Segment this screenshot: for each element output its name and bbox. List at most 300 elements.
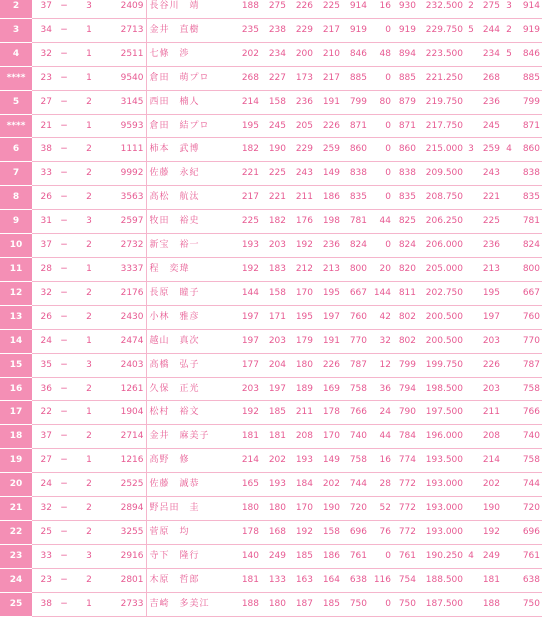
high-game-cell: 236 bbox=[477, 234, 502, 258]
table-row bbox=[0, 329, 542, 353]
tier-cell: 1 bbox=[74, 257, 104, 281]
player-id-cell: 9992 bbox=[104, 162, 146, 186]
col-b3-cell: 3 bbox=[502, 0, 516, 18]
rank-cell: 6 bbox=[0, 138, 32, 162]
age-cell: 21 bbox=[32, 114, 54, 138]
col-b3-cell bbox=[502, 544, 516, 568]
game1-score-cell: 165 bbox=[234, 473, 261, 497]
game4-score-cell: 149 bbox=[315, 449, 342, 473]
total-score-cell: 835 bbox=[393, 186, 418, 210]
scratch-total-cell: 758 bbox=[342, 449, 369, 473]
last-cell: 800 bbox=[516, 257, 542, 281]
mark-cell: − bbox=[54, 473, 74, 497]
game1-score-cell: 144 bbox=[234, 281, 261, 305]
handicap-cell: 32 bbox=[369, 329, 393, 353]
last-cell: 761 bbox=[516, 544, 542, 568]
game4-score-cell: 149 bbox=[315, 162, 342, 186]
handicap-cell: 116 bbox=[369, 568, 393, 592]
player-name-cell: 寺下 隆行 bbox=[146, 544, 234, 568]
high-game-cell: 244 bbox=[477, 18, 502, 42]
game3-score-cell: 187 bbox=[288, 592, 315, 616]
player-id-cell: 2714 bbox=[104, 425, 146, 449]
high-game-cell: 190 bbox=[477, 497, 502, 521]
game1-score-cell: 192 bbox=[234, 401, 261, 425]
average-cell: 223.500 bbox=[418, 42, 465, 66]
player-id-cell: 1904 bbox=[104, 401, 146, 425]
col-b3-cell bbox=[502, 401, 516, 425]
age-cell: 28 bbox=[32, 257, 54, 281]
col-b3-cell bbox=[502, 568, 516, 592]
rank-cell: **** bbox=[0, 66, 32, 90]
mark-cell: − bbox=[54, 0, 74, 18]
col-b1-cell bbox=[465, 425, 477, 449]
col-b3-cell bbox=[502, 329, 516, 353]
col-b1-cell bbox=[465, 520, 477, 544]
age-cell: 38 bbox=[32, 592, 54, 616]
high-game-cell: 225 bbox=[477, 210, 502, 234]
total-score-cell: 772 bbox=[393, 473, 418, 497]
age-cell: 37 bbox=[32, 0, 54, 18]
table-row bbox=[0, 449, 542, 473]
age-cell: 32 bbox=[32, 42, 54, 66]
player-name-cell: 久保 正光 bbox=[146, 377, 234, 401]
game1-score-cell: 217 bbox=[234, 186, 261, 210]
average-cell: 217.750 bbox=[418, 114, 465, 138]
col-b1-cell bbox=[465, 473, 477, 497]
rank-cell: 25 bbox=[0, 592, 32, 616]
col-b3-cell: 5 bbox=[502, 42, 516, 66]
scratch-total-cell: 667 bbox=[342, 281, 369, 305]
col-b3-cell: 4 bbox=[502, 138, 516, 162]
tier-cell: 2 bbox=[74, 425, 104, 449]
game1-score-cell: 214 bbox=[234, 449, 261, 473]
average-cell: 209.500 bbox=[418, 162, 465, 186]
col-b1-cell bbox=[465, 329, 477, 353]
last-cell: 740 bbox=[516, 425, 542, 449]
table-row bbox=[0, 377, 542, 401]
total-score-cell: 871 bbox=[393, 114, 418, 138]
game2-score-cell: 202 bbox=[261, 449, 288, 473]
tier-cell: 1 bbox=[74, 42, 104, 66]
player-id-cell: 2801 bbox=[104, 568, 146, 592]
high-game-cell: 203 bbox=[477, 329, 502, 353]
mark-cell: − bbox=[54, 329, 74, 353]
mark-cell: − bbox=[54, 592, 74, 616]
mark-cell: − bbox=[54, 377, 74, 401]
player-id-cell: 2713 bbox=[104, 18, 146, 42]
total-score-cell: 784 bbox=[393, 425, 418, 449]
high-game-cell: 221 bbox=[477, 186, 502, 210]
col-b3-cell bbox=[502, 257, 516, 281]
rank-cell: 20 bbox=[0, 473, 32, 497]
total-score-cell: 885 bbox=[393, 66, 418, 90]
tier-cell: 2 bbox=[74, 377, 104, 401]
game4-score-cell: 217 bbox=[315, 66, 342, 90]
table-row bbox=[0, 186, 542, 210]
game2-score-cell: 190 bbox=[261, 138, 288, 162]
tier-cell: 2 bbox=[74, 497, 104, 521]
game4-score-cell: 198 bbox=[315, 210, 342, 234]
game2-score-cell: 133 bbox=[261, 568, 288, 592]
average-cell: 232.500 bbox=[418, 0, 465, 18]
mark-cell: − bbox=[54, 210, 74, 234]
last-cell: 860 bbox=[516, 138, 542, 162]
tier-cell: 1 bbox=[74, 18, 104, 42]
game2-score-cell: 227 bbox=[261, 66, 288, 90]
high-game-cell: 243 bbox=[477, 162, 502, 186]
game3-score-cell: 184 bbox=[288, 473, 315, 497]
age-cell: 35 bbox=[32, 353, 54, 377]
game1-score-cell: 181 bbox=[234, 425, 261, 449]
player-name-cell: 佐藤 誠恭 bbox=[146, 473, 234, 497]
game3-score-cell: 170 bbox=[288, 281, 315, 305]
game1-score-cell: 202 bbox=[234, 42, 261, 66]
game4-score-cell: 226 bbox=[315, 353, 342, 377]
game2-score-cell: 238 bbox=[261, 18, 288, 42]
scratch-total-cell: 750 bbox=[342, 592, 369, 616]
average-cell: 208.750 bbox=[418, 186, 465, 210]
col-b1-cell bbox=[465, 377, 477, 401]
player-id-cell: 1261 bbox=[104, 377, 146, 401]
high-game-cell: 202 bbox=[477, 473, 502, 497]
game2-score-cell: 181 bbox=[261, 425, 288, 449]
game3-score-cell: 189 bbox=[288, 377, 315, 401]
player-name-cell: 牧田 裕史 bbox=[146, 210, 234, 234]
col-b1-cell bbox=[465, 401, 477, 425]
col-b3-cell bbox=[502, 234, 516, 258]
high-game-cell: 214 bbox=[477, 449, 502, 473]
col-b1-cell bbox=[465, 353, 477, 377]
average-cell: 193.000 bbox=[418, 497, 465, 521]
table-row bbox=[0, 90, 542, 114]
average-cell: 198.500 bbox=[418, 377, 465, 401]
game3-score-cell: 195 bbox=[288, 305, 315, 329]
mark-cell: − bbox=[54, 66, 74, 90]
game4-score-cell: 158 bbox=[315, 520, 342, 544]
col-b3-cell bbox=[502, 497, 516, 521]
handicap-cell: 0 bbox=[369, 162, 393, 186]
table-row bbox=[0, 281, 542, 305]
handicap-cell: 0 bbox=[369, 114, 393, 138]
scratch-total-cell: 638 bbox=[342, 568, 369, 592]
player-id-cell: 1111 bbox=[104, 138, 146, 162]
scratch-total-cell: 758 bbox=[342, 377, 369, 401]
handicap-cell: 0 bbox=[369, 18, 393, 42]
player-id-cell: 9593 bbox=[104, 114, 146, 138]
tier-cell: 1 bbox=[74, 329, 104, 353]
col-b3-cell bbox=[502, 162, 516, 186]
mark-cell: − bbox=[54, 305, 74, 329]
age-cell: 37 bbox=[32, 425, 54, 449]
average-cell: 190.250 bbox=[418, 544, 465, 568]
scratch-total-cell: 838 bbox=[342, 162, 369, 186]
mark-cell: − bbox=[54, 425, 74, 449]
rank-cell: 2 bbox=[0, 0, 32, 18]
total-score-cell: 802 bbox=[393, 305, 418, 329]
scratch-total-cell: 846 bbox=[342, 42, 369, 66]
player-id-cell: 3337 bbox=[104, 257, 146, 281]
tier-cell: 2 bbox=[74, 568, 104, 592]
tier-cell: 2 bbox=[74, 520, 104, 544]
game3-score-cell: 211 bbox=[288, 186, 315, 210]
tier-cell: 1 bbox=[74, 449, 104, 473]
average-cell: 187.500 bbox=[418, 592, 465, 616]
col-b3-cell bbox=[502, 520, 516, 544]
rank-cell: 19 bbox=[0, 449, 32, 473]
game2-score-cell: 168 bbox=[261, 520, 288, 544]
handicap-cell: 0 bbox=[369, 544, 393, 568]
game2-score-cell: 158 bbox=[261, 90, 288, 114]
mark-cell: − bbox=[54, 568, 74, 592]
table-row bbox=[0, 0, 542, 18]
player-id-cell: 3563 bbox=[104, 186, 146, 210]
last-cell: 885 bbox=[516, 66, 542, 90]
high-game-cell: 192 bbox=[477, 520, 502, 544]
table-row bbox=[0, 42, 542, 66]
col-b1-cell bbox=[465, 497, 477, 521]
game4-score-cell: 185 bbox=[315, 592, 342, 616]
game1-score-cell: 178 bbox=[234, 520, 261, 544]
total-score-cell: 799 bbox=[393, 353, 418, 377]
table-row bbox=[0, 234, 542, 258]
player-id-cell: 2733 bbox=[104, 592, 146, 616]
high-game-cell: 181 bbox=[477, 568, 502, 592]
col-b1-cell bbox=[465, 592, 477, 616]
player-name-cell: 長谷川 靖 bbox=[146, 0, 234, 18]
handicap-cell: 24 bbox=[369, 401, 393, 425]
mark-cell: − bbox=[54, 186, 74, 210]
last-cell: 846 bbox=[516, 42, 542, 66]
high-game-cell: 195 bbox=[477, 281, 502, 305]
game2-score-cell: 182 bbox=[261, 210, 288, 234]
rank-cell: 23 bbox=[0, 544, 32, 568]
game3-score-cell: 212 bbox=[288, 257, 315, 281]
age-cell: 24 bbox=[32, 473, 54, 497]
high-game-cell: 226 bbox=[477, 353, 502, 377]
col-b3-cell bbox=[502, 305, 516, 329]
handicap-cell: 80 bbox=[369, 90, 393, 114]
game3-score-cell: 200 bbox=[288, 42, 315, 66]
mark-cell: − bbox=[54, 401, 74, 425]
col-b1-cell bbox=[465, 162, 477, 186]
table-row bbox=[0, 305, 542, 329]
total-score-cell: 860 bbox=[393, 138, 418, 162]
age-cell: 26 bbox=[32, 305, 54, 329]
player-id-cell: 2403 bbox=[104, 353, 146, 377]
tier-cell: 3 bbox=[74, 544, 104, 568]
mark-cell: − bbox=[54, 520, 74, 544]
game2-score-cell: 180 bbox=[261, 497, 288, 521]
game4-score-cell: 186 bbox=[315, 186, 342, 210]
col-b1-cell bbox=[465, 90, 477, 114]
last-cell: 638 bbox=[516, 568, 542, 592]
col-b1-cell bbox=[465, 66, 477, 90]
col-b3-cell bbox=[502, 90, 516, 114]
player-name-cell: 小林 雅彦 bbox=[146, 305, 234, 329]
scratch-total-cell: 766 bbox=[342, 401, 369, 425]
age-cell: 22 bbox=[32, 401, 54, 425]
total-score-cell: 824 bbox=[393, 234, 418, 258]
mark-cell: − bbox=[54, 18, 74, 42]
col-b3-cell bbox=[502, 353, 516, 377]
col-b3-cell bbox=[502, 425, 516, 449]
age-cell: 31 bbox=[32, 210, 54, 234]
age-cell: 32 bbox=[32, 281, 54, 305]
game4-score-cell: 217 bbox=[315, 18, 342, 42]
handicap-cell: 0 bbox=[369, 234, 393, 258]
game2-score-cell: 249 bbox=[261, 544, 288, 568]
player-name-cell: 倉田 萌プロ bbox=[146, 66, 234, 90]
game4-score-cell: 202 bbox=[315, 473, 342, 497]
handicap-cell: 0 bbox=[369, 138, 393, 162]
age-cell: 37 bbox=[32, 234, 54, 258]
tier-cell: 3 bbox=[74, 210, 104, 234]
average-cell: 202.750 bbox=[418, 281, 465, 305]
col-b1-cell bbox=[465, 281, 477, 305]
col-b3-cell bbox=[502, 473, 516, 497]
last-cell: 799 bbox=[516, 90, 542, 114]
last-cell: 787 bbox=[516, 353, 542, 377]
rank-cell: 22 bbox=[0, 520, 32, 544]
game2-score-cell: 275 bbox=[261, 0, 288, 18]
table-row bbox=[0, 520, 542, 544]
total-score-cell: 754 bbox=[393, 568, 418, 592]
scratch-total-cell: 740 bbox=[342, 425, 369, 449]
total-score-cell: 825 bbox=[393, 210, 418, 234]
mark-cell: − bbox=[54, 257, 74, 281]
col-b3-cell: 2 bbox=[502, 18, 516, 42]
game3-score-cell: 180 bbox=[288, 353, 315, 377]
player-id-cell: 2597 bbox=[104, 210, 146, 234]
game2-score-cell: 180 bbox=[261, 592, 288, 616]
mark-cell: − bbox=[54, 449, 74, 473]
rank-cell: 18 bbox=[0, 425, 32, 449]
player-name-cell: 松村 裕文 bbox=[146, 401, 234, 425]
average-cell: 193.000 bbox=[418, 473, 465, 497]
total-score-cell: 838 bbox=[393, 162, 418, 186]
table-row bbox=[0, 473, 542, 497]
col-b1-cell bbox=[465, 305, 477, 329]
table-row bbox=[0, 592, 542, 616]
game3-score-cell: 170 bbox=[288, 497, 315, 521]
game4-score-cell: 236 bbox=[315, 234, 342, 258]
last-cell: 667 bbox=[516, 281, 542, 305]
high-game-cell: 268 bbox=[477, 66, 502, 90]
handicap-cell: 0 bbox=[369, 66, 393, 90]
last-cell: 766 bbox=[516, 401, 542, 425]
game3-score-cell: 192 bbox=[288, 520, 315, 544]
col-b1-cell: 2 bbox=[465, 0, 477, 18]
mark-cell: − bbox=[54, 281, 74, 305]
game3-score-cell: 208 bbox=[288, 425, 315, 449]
game4-score-cell: 178 bbox=[315, 401, 342, 425]
player-name-cell: 木原 哲郎 bbox=[146, 568, 234, 592]
average-cell: 188.500 bbox=[418, 568, 465, 592]
scratch-total-cell: 744 bbox=[342, 473, 369, 497]
player-name-cell: 野呂田 圭 bbox=[146, 497, 234, 521]
total-score-cell: 774 bbox=[393, 449, 418, 473]
table-row bbox=[0, 353, 542, 377]
game1-score-cell: 188 bbox=[234, 592, 261, 616]
rank-cell: 12 bbox=[0, 281, 32, 305]
game1-score-cell: 225 bbox=[234, 210, 261, 234]
game3-score-cell: 226 bbox=[288, 0, 315, 18]
rank-cell: 5 bbox=[0, 90, 32, 114]
player-name-cell: 柿本 武博 bbox=[146, 138, 234, 162]
age-cell: 25 bbox=[32, 520, 54, 544]
player-name-cell: 佐藤 永紀 bbox=[146, 162, 234, 186]
mark-cell: − bbox=[54, 353, 74, 377]
game3-score-cell: 211 bbox=[288, 401, 315, 425]
last-cell: 835 bbox=[516, 186, 542, 210]
rank-cell: 11 bbox=[0, 257, 32, 281]
rank-cell: 10 bbox=[0, 234, 32, 258]
tier-cell: 2 bbox=[74, 162, 104, 186]
scratch-total-cell: 787 bbox=[342, 353, 369, 377]
col-b1-cell bbox=[465, 449, 477, 473]
average-cell: 221.250 bbox=[418, 66, 465, 90]
table-row bbox=[0, 114, 542, 138]
col-b1-cell bbox=[465, 210, 477, 234]
col-b3-cell bbox=[502, 592, 516, 616]
last-cell: 824 bbox=[516, 234, 542, 258]
table-row bbox=[0, 544, 542, 568]
mark-cell: − bbox=[54, 497, 74, 521]
col-b3-cell bbox=[502, 449, 516, 473]
game4-score-cell: 170 bbox=[315, 425, 342, 449]
total-score-cell: 879 bbox=[393, 90, 418, 114]
age-cell: 23 bbox=[32, 66, 54, 90]
col-b1-cell: 5 bbox=[465, 18, 477, 42]
age-cell: 32 bbox=[32, 497, 54, 521]
game2-score-cell: 171 bbox=[261, 305, 288, 329]
age-cell: 27 bbox=[32, 449, 54, 473]
scratch-total-cell: 919 bbox=[342, 18, 369, 42]
player-id-cell: 1216 bbox=[104, 449, 146, 473]
scratch-total-cell: 914 bbox=[342, 0, 369, 18]
col-b3-cell bbox=[502, 66, 516, 90]
rank-cell: 16 bbox=[0, 377, 32, 401]
mark-cell: − bbox=[54, 544, 74, 568]
rank-cell: 13 bbox=[0, 305, 32, 329]
player-name-cell: 高松 航汰 bbox=[146, 186, 234, 210]
game2-score-cell: 197 bbox=[261, 377, 288, 401]
game1-score-cell: 181 bbox=[234, 568, 261, 592]
handicap-cell: 12 bbox=[369, 353, 393, 377]
average-cell: 197.500 bbox=[418, 401, 465, 425]
last-cell: 770 bbox=[516, 329, 542, 353]
player-id-cell: 2474 bbox=[104, 329, 146, 353]
table-row bbox=[0, 66, 542, 90]
game1-score-cell: 197 bbox=[234, 329, 261, 353]
col-b1-cell bbox=[465, 257, 477, 281]
game2-score-cell: 185 bbox=[261, 401, 288, 425]
average-cell: 193.000 bbox=[418, 520, 465, 544]
mark-cell: − bbox=[54, 234, 74, 258]
high-game-cell: 203 bbox=[477, 377, 502, 401]
player-name-cell: 倉田 結プロ bbox=[146, 114, 234, 138]
game2-score-cell: 203 bbox=[261, 234, 288, 258]
total-score-cell: 772 bbox=[393, 497, 418, 521]
col-b1-cell bbox=[465, 42, 477, 66]
average-cell: 215.000 bbox=[418, 138, 465, 162]
rank-cell: 21 bbox=[0, 497, 32, 521]
game3-score-cell: 205 bbox=[288, 114, 315, 138]
last-cell: 720 bbox=[516, 497, 542, 521]
handicap-cell: 144 bbox=[369, 281, 393, 305]
scratch-total-cell: 770 bbox=[342, 329, 369, 353]
total-score-cell: 820 bbox=[393, 257, 418, 281]
